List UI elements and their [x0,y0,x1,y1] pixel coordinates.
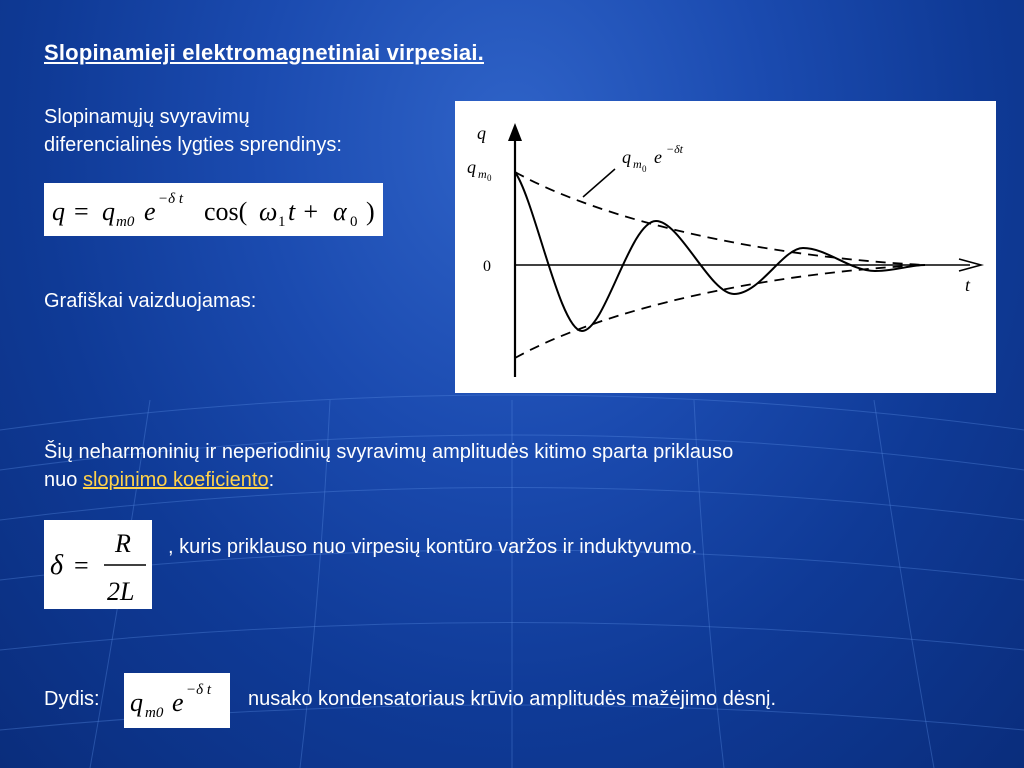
svg-text:m: m [478,167,487,181]
formula-alpha-sub: 0 [350,214,358,230]
slide-title: Slopinamieji elektromagnetiniai virpesiai. [44,40,484,65]
svg-text:0: 0 [487,173,492,183]
amplitude-formula [124,673,230,728]
formula-equals: = [74,197,89,226]
label-pointer [583,169,615,197]
formula-q-base: q [102,197,115,226]
amplitude-paragraph [44,438,733,494]
lower-envelope [515,265,925,358]
y-axis-label: q [477,123,486,143]
formula-close: ) [366,197,375,226]
y-axis-arrow [508,123,522,141]
svg-text:q: q [467,157,476,177]
dydis-explanation: nusako kondensatoriaus krūvio amplitudės mažėjimo dėsnį. [248,688,777,710]
formula-omega-sub: 1 [278,214,286,230]
origin-label: 0 [483,258,491,275]
formula-cos: cos( [204,197,248,226]
delta-denominator: 2L [107,577,135,606]
qm0-label [467,157,492,183]
intro-line-2: diferencialinės lygties sprendinys: [44,134,342,156]
paragraph-line-2-prefix: nuo [44,469,83,491]
delta-symbol: δ [50,550,64,581]
damped-curve [515,172,925,331]
formula-e: e [144,197,156,226]
formula-t-plus: t + [288,197,320,226]
svg-text:m: m [633,157,642,171]
formula-q-sub: m0 [116,214,135,230]
damping-coefficient-formula [44,520,152,609]
svg-text:e: e [654,147,662,167]
amplitude-q-sub: m0 [145,705,164,721]
formula-alpha: α [333,197,347,226]
intro-text [44,103,342,159]
delta-explanation: , kuris priklauso nuo virpesių kontūro varžos ir induktyvumo. [168,536,698,558]
svg-text:−δt: −δt [666,142,684,156]
svg-text:q: q [622,147,631,167]
intro-line-1: Slopinamųjų svyravimų [44,106,250,128]
amplitude-e: e [172,688,184,717]
amplitude-q-base: q [130,688,143,717]
formula-q: q [52,197,65,226]
delta-equals: = [74,551,89,580]
delta-numerator: R [115,529,131,558]
formula-omega: ω [259,197,278,226]
amplitude-exponent: −δ t [186,682,212,698]
x-axis-label: t [965,275,971,295]
formula-exponent: −δ t [158,191,184,207]
damped-solution-formula [44,183,383,236]
svg-text:0: 0 [642,164,647,174]
dydis-label: Dydis: [44,688,100,710]
graph-caption: Grafiškai vaizduojamas: [44,290,257,312]
envelope-label [622,142,684,174]
paragraph-line-2-suffix: : [268,469,275,491]
damped-oscillation-graph [455,101,996,393]
upper-envelope [515,172,925,265]
paragraph-line-1: Šių neharmoninių ir neperiodinių svyravimų amplitudės kitimo sparta priklauso [44,441,734,463]
damping-coefficient-link[interactable]: slopinimo koeficiento [82,469,269,491]
